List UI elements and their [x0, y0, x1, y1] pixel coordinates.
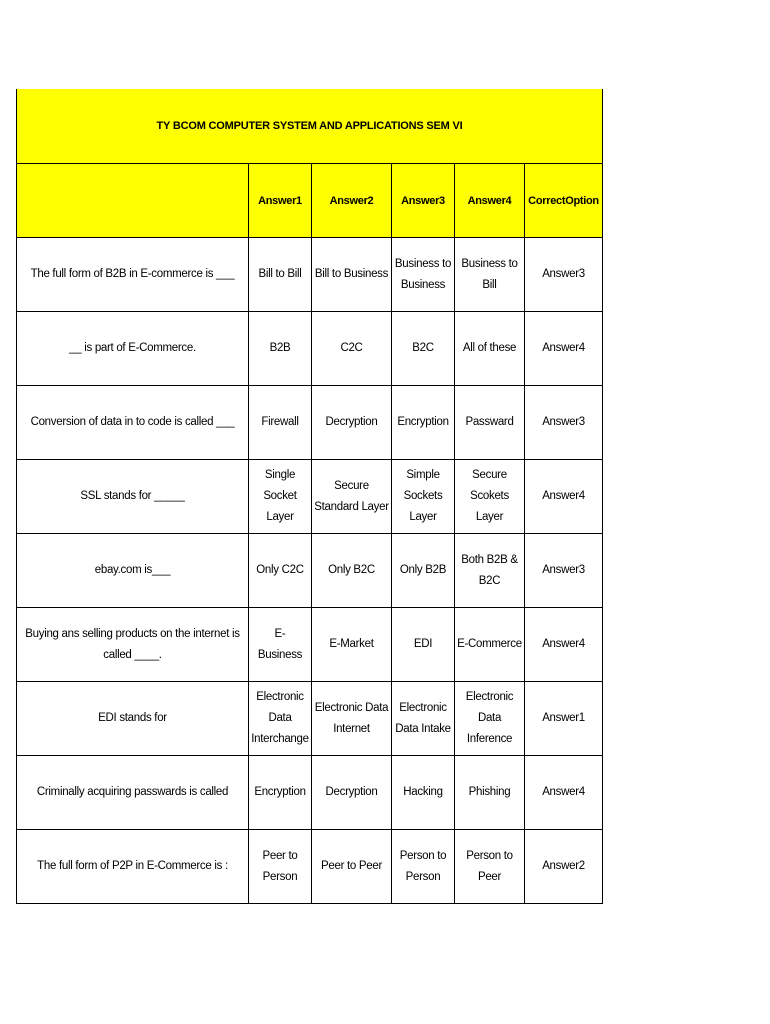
correct-option-cell: Answer4	[525, 608, 603, 682]
question-cell: Criminally acquiring passwards is called	[17, 756, 249, 830]
correct-option-cell: Answer3	[525, 238, 603, 312]
table-row	[17, 460, 603, 534]
header-row	[17, 164, 603, 238]
correct-option-cell: Answer4	[525, 460, 603, 534]
answer1-cell: Encryption	[249, 756, 312, 830]
table-row	[17, 830, 603, 904]
question-cell: EDI stands for	[17, 682, 249, 756]
answer2-cell: Bill to Business	[312, 238, 392, 312]
question-cell: Buying ans selling products on the internet is called ____.	[17, 608, 249, 682]
correct-option-cell: Answer1	[525, 682, 603, 756]
answer4-cell: Both B2B & B2C	[455, 534, 525, 608]
answer2-cell: E-Market	[312, 608, 392, 682]
table-row	[17, 534, 603, 608]
correct-option-cell: Answer4	[525, 756, 603, 830]
correct-option-cell: Answer3	[525, 534, 603, 608]
answer4-cell: Phishing	[455, 756, 525, 830]
spreadsheet-page	[16, 89, 602, 904]
answer4-cell: Business to Bill	[455, 238, 525, 312]
answer3-cell: Only B2B	[392, 534, 455, 608]
correct-option-cell: Answer2	[525, 830, 603, 904]
answer3-cell: Hacking	[392, 756, 455, 830]
table-row	[17, 238, 603, 312]
table-row	[17, 682, 603, 756]
answer2-cell: Decryption	[312, 386, 392, 460]
question-cell: The full form of B2B in E-commerce is ___	[17, 238, 249, 312]
answer4-cell: Person to Peer	[455, 830, 525, 904]
answer2-cell: C2C	[312, 312, 392, 386]
answer1-cell: Firewall	[249, 386, 312, 460]
answer3-cell: Simple Sockets Layer	[392, 460, 455, 534]
answer1-cell: E- Business	[249, 608, 312, 682]
question-cell: Conversion of data in to code is called ___	[17, 386, 249, 460]
answer1-cell: Bill to Bill	[249, 238, 312, 312]
answer2-cell: Secure Standard Layer	[312, 460, 392, 534]
answer4-cell: All of these	[455, 312, 525, 386]
answer1-cell: Single Socket Layer	[249, 460, 312, 534]
answer4-cell: Secure Scokets Layer	[455, 460, 525, 534]
answer1-cell: B2B	[249, 312, 312, 386]
header-answer4: Answer4	[455, 164, 525, 238]
answer4-cell: E-Commerce	[455, 608, 525, 682]
answer3-cell: Business to Business	[392, 238, 455, 312]
table-row	[17, 608, 603, 682]
question-cell: ebay.com is___	[17, 534, 249, 608]
answer1-cell: Electronic Data Interchange	[249, 682, 312, 756]
header-correct-option: CorrectOption	[525, 164, 603, 238]
answer4-cell: Passward	[455, 386, 525, 460]
correct-option-cell: Answer3	[525, 386, 603, 460]
correct-option-cell: Answer4	[525, 312, 603, 386]
answer3-cell: Electronic Data Intake	[392, 682, 455, 756]
table-row	[17, 756, 603, 830]
answer4-cell: Electronic Data Inference	[455, 682, 525, 756]
answer1-cell: Only C2C	[249, 534, 312, 608]
answer2-cell: Decryption	[312, 756, 392, 830]
answer2-cell: Only B2C	[312, 534, 392, 608]
sheet-title: TY BCOM COMPUTER SYSTEM AND APPLICATIONS SEM VI	[17, 89, 603, 164]
answer3-cell: Person to Person	[392, 830, 455, 904]
answer3-cell: B2C	[392, 312, 455, 386]
question-cell: __ is part of E-Commerce.	[17, 312, 249, 386]
title-row	[17, 89, 603, 164]
answer3-cell: EDI	[392, 608, 455, 682]
mcq-table	[16, 89, 603, 904]
header-answer3: Answer3	[392, 164, 455, 238]
header-question	[17, 164, 249, 238]
answer1-cell: Peer to Person	[249, 830, 312, 904]
table-row	[17, 386, 603, 460]
question-cell: The full form of P2P in E-Commerce is :	[17, 830, 249, 904]
answer2-cell: Peer to Peer	[312, 830, 392, 904]
header-answer2: Answer2	[312, 164, 392, 238]
table-row	[17, 312, 603, 386]
question-cell: SSL stands for _____	[17, 460, 249, 534]
answer3-cell: Encryption	[392, 386, 455, 460]
answer2-cell: Electronic Data Internet	[312, 682, 392, 756]
header-answer1: Answer1	[249, 164, 312, 238]
